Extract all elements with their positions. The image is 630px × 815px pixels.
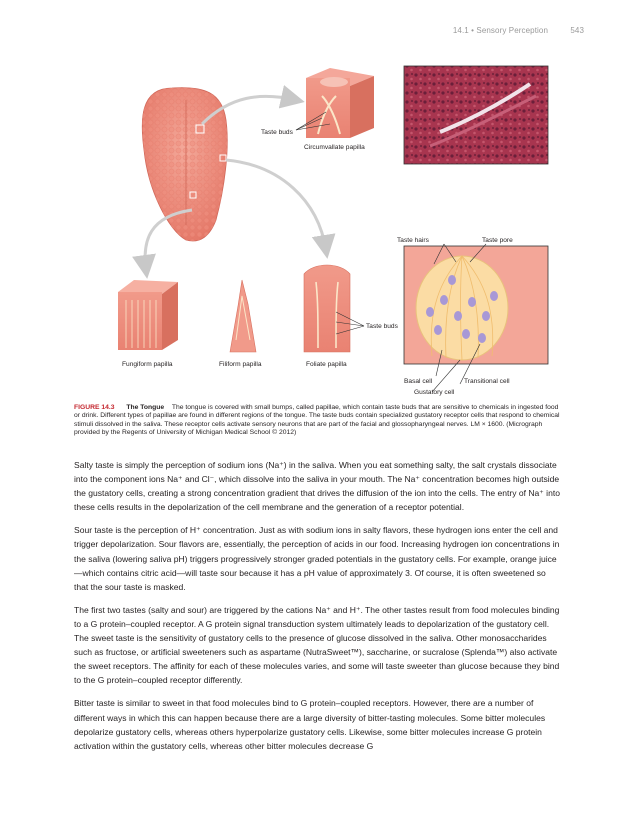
label-fungiform-papilla: Fungiform papilla [122,361,173,368]
filiform-papilla-block [230,280,256,352]
label-basal-cell: Basal cell [404,378,433,385]
figure-caption-text: The tongue is covered with small bumps, called papillae, which contain taste buds that are sensitive to chemicals in ingested food or drink. Different types of papillae are found in different regions of the tongue. The taste buds contain specialized gustatory receptor cells that respond to chemical stimuli dissolved in the saliva. These receptor cells activate sensory neurons that are part of the facial and glossopharyngeal nerves. LM × 1600. (Micrograph provided by the Regents of University of Michigan Medical School © 2012) [74,404,560,437]
label-gustatory-cell: Gustatory cell [414,389,455,396]
tongue-illustration [0,0,630,400]
label-taste-pore: Taste pore [482,237,513,244]
label-foliate-papilla: Foliate papilla [306,361,347,368]
label-transitional-cell: Transitional cell [464,378,510,385]
tongue-micrograph [404,66,548,164]
paragraph-sweet: The first two tastes (salty and sour) are triggered by the cations Na⁺ and H⁺. The other tastes result from food molecules binding to a G protein–coupled receptor. A G protein signal transduction system ultimately leads to depolarization of the gustatory cell. The sweet taste is the sensitivity of gustatory cells to the presence of glucose dissolved in the saliva. Other monosaccharides such as fructose, or artificial sweeteners such as aspartame (NutraSweet™), saccharine, or sucralose (Splenda™) also activate the sweet receptors. The affinity for each of these molecules varies, and some will taste sweeter than glucose because they bind to the G protein–coupled receptor differently. [74,604,560,686]
figure-number: FIGURE 14.3 [74,404,115,411]
paragraph-bitter: Bitter taste is similar to sweet in that food molecules bind to G protein–coupled receptors. However, there are a number of different ways in which this can happen because there are a large diversity of bitter-tasting molecules. Some bitter molecules depolarize gustatory cells, whereas others hyperpolarize gustatory cells. Likewise, some bitter molecules increase G protein activation within the gustatory cells, whereas other bitter molecules decrease G [74,698,546,751]
label-taste-buds-side: Taste buds [366,323,398,330]
running-section-title: 14.1 • Sensory Perception [452,26,549,35]
circumvallate-papilla-block [306,68,374,138]
page-number: 543 [570,26,584,35]
figure-title: The Tongue [126,404,165,411]
figure-caption [74,404,564,438]
tongue-shape [142,88,227,241]
label-circumvallate-papilla: Circumvallate papilla [304,144,365,151]
taste-bud-detail [404,244,548,392]
arrow-to-foliate [226,160,326,250]
foliate-papilla-block [304,265,364,352]
paragraph-salty: Salty taste is simply the perception of sodium ions (Na⁺) in the saliva. When you eat something salty, the salt crystals dissociate into the component ions Na⁺ and Cl⁻, which dissolve into the saliva in your mouth. The Na⁺ concentration becomes high outside the gustatory cells, creating a strong concentration gradient that drives the diffusion of the ion into the cells. The entry of Na⁺ into these cells results in the depolarization of the cell membrane and the generation of a receptor potential. [74,460,560,513]
body-text [74,458,560,762]
paragraph-sour: Sour taste is the perception of H⁺ concentration. Just as with sodium ions in salty flavors, these hydrogen ions enter the cell and trigger depolarization. Sour flavors are, essentially, the perception of acids in our food. Increasing hydrogen ion concentrations in the saliva (lowering saliva pH) triggers progressively stronger graded potentials in the gustatory cells. For example, orange juice—which contains citric acid—will taste sour because it has a pH value of approximately 3. Of course, it is often sweetened so that the sour taste is masked. [74,525,560,592]
label-filiform-papilla: Filiform papilla [219,361,262,368]
label-taste-hairs: Taste hairs [397,237,429,244]
tongue-figure [0,0,630,400]
label-taste-buds-top: Taste buds [261,129,293,136]
fungiform-papilla-block [118,280,178,350]
